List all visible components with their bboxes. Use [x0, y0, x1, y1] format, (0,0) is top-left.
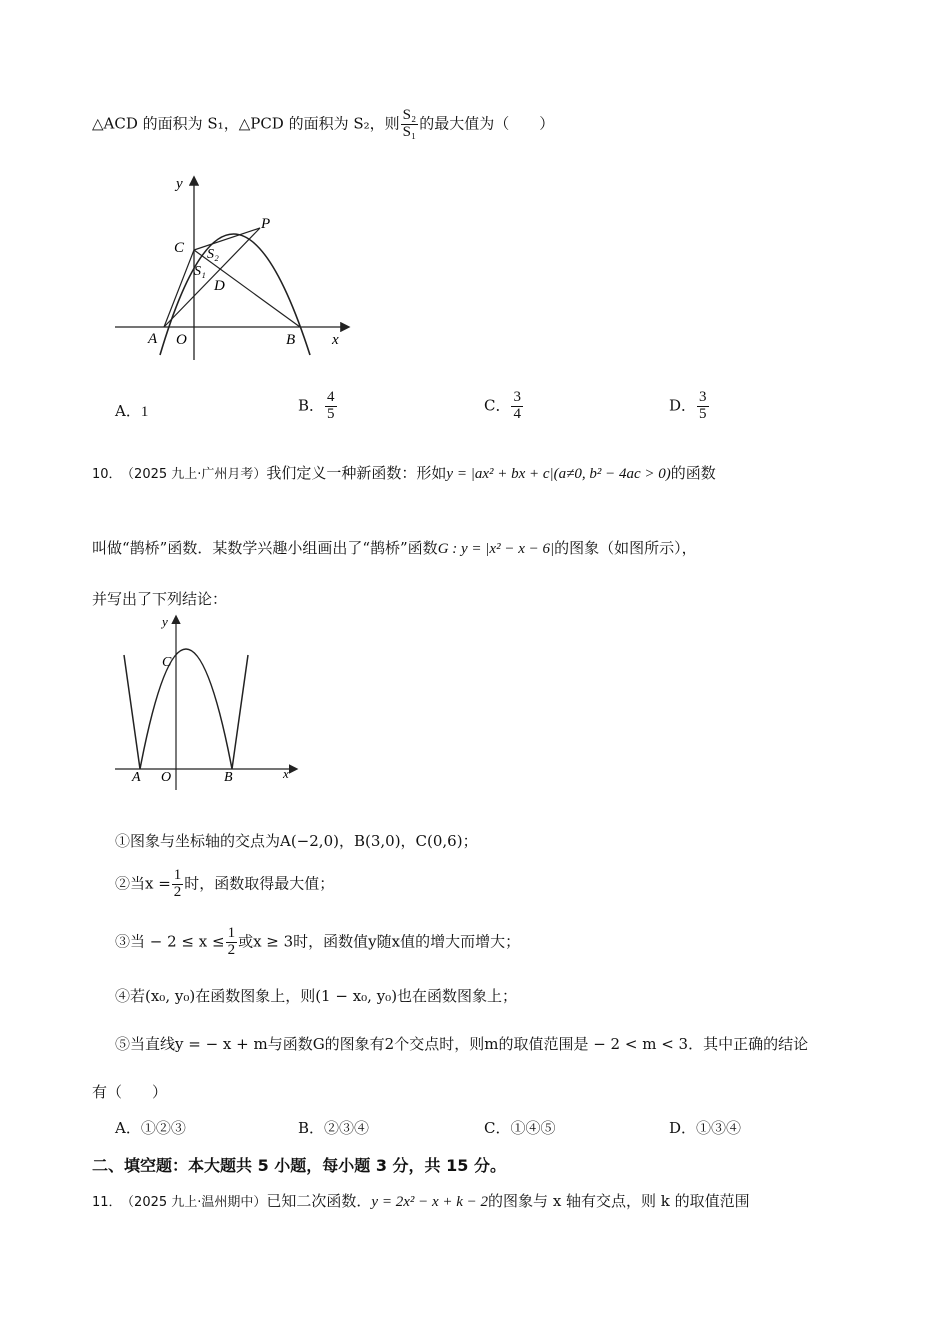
q10-option-b-letter: B． — [298, 1119, 325, 1137]
q10-conclusion-2 — [115, 868, 334, 901]
q11-number: 11． — [92, 1195, 122, 1210]
q9-option-b-den: 5 — [327, 405, 335, 422]
q9-label-p: P — [261, 216, 271, 232]
q10-c2-pre: ②当x = — [115, 874, 171, 893]
q9-fraction — [401, 108, 419, 141]
q10-c3-pre: ③当 − 2 ≤ x ≤ — [115, 932, 225, 951]
q10-option-b[interactable] — [298, 1117, 369, 1138]
q10-option-b-text: ②③④ — [324, 1119, 370, 1137]
q9-option-c[interactable] — [484, 390, 524, 423]
q9-label-b: B — [286, 332, 296, 348]
q10-c3-post: 或x ≥ 3时，函数值y随x值的增大而增大； — [238, 932, 521, 951]
q9-label-d: D — [214, 278, 225, 294]
q11-formula: y = 2x² − x + k − 2 — [371, 1194, 489, 1210]
q10-label-a: A — [132, 770, 141, 785]
q9-option-a[interactable] — [115, 400, 148, 421]
q10-label-o: O — [161, 770, 172, 785]
q9-option-d[interactable] — [669, 390, 710, 423]
q11-text-pre: 已知二次函数． — [266, 1192, 372, 1210]
q9-option-b-letter: B． — [298, 396, 325, 415]
q9-option-b[interactable] — [298, 390, 338, 423]
q11-text-post: 的图象与 x 轴有交点，则 k 的取值范围 — [488, 1192, 750, 1210]
q10-label-b: B — [224, 770, 233, 785]
q10-line2-tail: 的图象（如图所示）， — [554, 539, 697, 557]
q10-option-c-letter: C． — [484, 1119, 511, 1137]
q9-label-a: A — [148, 331, 158, 347]
q9-option-d-letter: D． — [669, 396, 697, 415]
q10-figure — [110, 612, 300, 792]
q10-line1-tail: 的函数 — [670, 464, 716, 482]
q9-label-y: y — [176, 176, 183, 192]
q10-c3-frac — [226, 926, 238, 959]
q9-stem-part1: △ACD 的面积为 S₁，△PCD 的面积为 S₂，则 — [92, 114, 400, 133]
q10-line1-text: 我们定义一种新函数：形如 — [266, 464, 447, 482]
q9-label-s2: S₂ — [207, 247, 219, 262]
q9-option-d-frac — [697, 390, 709, 423]
q10-conclusion-5: ⑤当直线y = − x + m与函数G的图象有2个交点时，则m的取值范围是 − 2 < m < 3．其中正确的结论 — [115, 1035, 809, 1053]
q10-option-a-letter: A． — [115, 1119, 141, 1137]
q9-label-c: C — [174, 240, 185, 256]
q10-conclusion-5-cont: 有（ ） — [92, 1083, 168, 1101]
q10-line1 — [92, 462, 716, 483]
q9-frac-num: S₂ — [402, 107, 417, 123]
q9-label-x: x — [332, 332, 339, 348]
section2-heading: 二、填空题：本大题共 5 小题，每小题 3 分，共 15 分。 — [92, 1156, 506, 1175]
q9-option-c-frac — [511, 390, 523, 423]
q10-option-d-letter: D． — [669, 1119, 697, 1137]
q9-option-a-text: 1 — [140, 404, 149, 420]
q10-option-a[interactable] — [115, 1117, 186, 1138]
q9-figure — [110, 170, 360, 360]
q9-stem — [92, 108, 554, 141]
q10-line2-text: 叫做“鹊桥”函数．某数学兴趣小组画出了“鹊桥”函数 — [92, 539, 438, 557]
q10-option-c[interactable] — [484, 1117, 556, 1138]
q9-option-b-num: 4 — [327, 389, 335, 405]
q10-c2-post: 时，函数取得最大值； — [184, 874, 335, 893]
q10-conclusion-1: ①图象与坐标轴的交点为A(−2,0)，B(3,0)，C(0,6)； — [115, 832, 478, 850]
q9-option-d-num: 3 — [699, 389, 707, 405]
q10-c3-den: 2 — [227, 941, 236, 958]
q9-stem-part2: 的最大值为（ ） — [419, 114, 555, 133]
q10-number: 10． — [92, 467, 122, 482]
q10-line3: 并写出了下列结论： — [92, 590, 228, 608]
q11-line — [92, 1190, 750, 1211]
q9-option-c-den: 4 — [513, 405, 521, 422]
q10-c2-den: 2 — [173, 883, 182, 900]
q10-conclusion-4: ④若(x₀, y₀)在函数图象上，则(1 − x₀, y₀)也在函数图象上； — [115, 987, 518, 1005]
q10-option-c-text: ①④⑤ — [510, 1119, 556, 1137]
q9-option-b-frac — [325, 390, 337, 423]
q11-source: （2025 九上·温州期中） — [127, 1195, 267, 1210]
q10-label-x: x — [283, 766, 289, 781]
q10-source: （2025 九上·广州月考） — [127, 467, 267, 482]
q10-c3-num: 1 — [227, 925, 236, 941]
q9-option-d-den: 5 — [699, 405, 707, 422]
q10-label-y: y — [162, 614, 168, 629]
q10-line2 — [92, 537, 697, 558]
q10-c2-frac — [172, 868, 184, 901]
q9-option-a-letter: A． — [115, 402, 141, 420]
q9-segment-ac — [164, 250, 194, 327]
q9-label-o: O — [176, 332, 187, 348]
q10-conclusion-3 — [115, 926, 520, 959]
q10-option-d[interactable] — [669, 1117, 741, 1138]
q10-line2-formula: G : y = |x² − x − 6| — [437, 541, 555, 557]
q9-label-s1: S₁ — [194, 264, 206, 279]
q10-line1-formula: y = |ax² + bx + c|(a≠0, b² − 4ac > 0) — [446, 466, 671, 482]
q10-label-c: C — [162, 655, 172, 670]
q9-frac-den: S₁ — [402, 123, 417, 140]
q10-curve — [124, 649, 248, 769]
q10-c2-num: 1 — [173, 867, 182, 883]
q10-option-d-text: ①③④ — [696, 1119, 742, 1137]
q9-option-c-num: 3 — [513, 389, 521, 405]
q9-option-c-letter: C． — [484, 396, 511, 415]
q10-option-a-text: ①②③ — [140, 1119, 186, 1137]
